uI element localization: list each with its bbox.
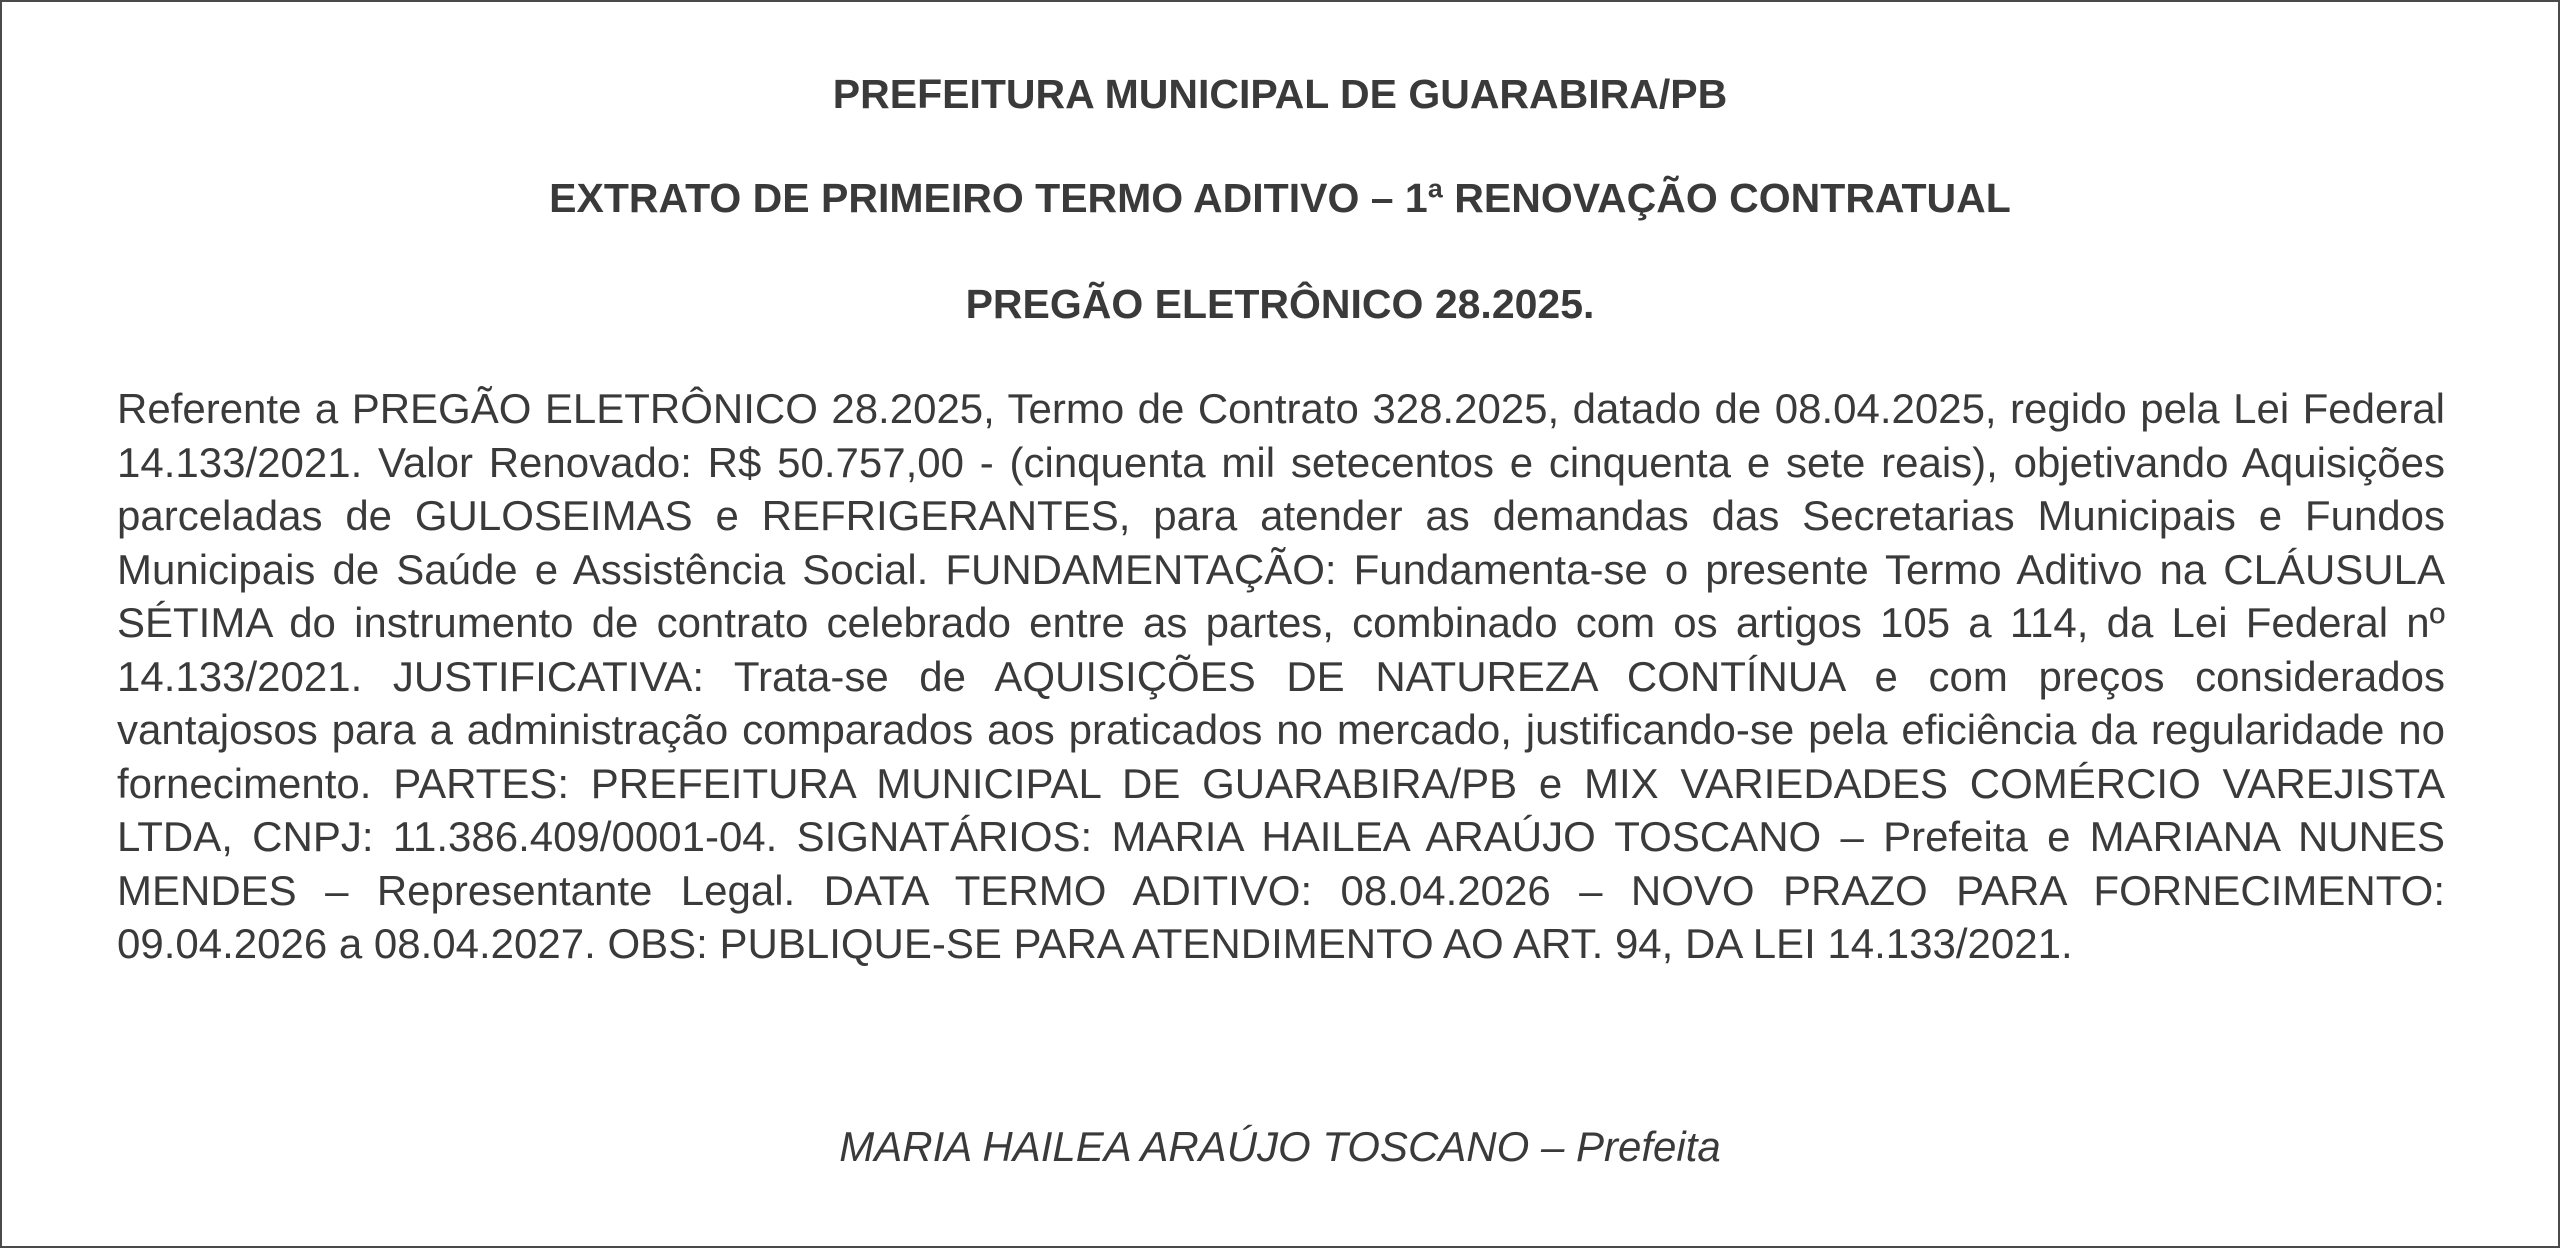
municipality-header: PREFEITURA MUNICIPAL DE GUARABIRA/PB <box>832 71 1728 117</box>
signature-line: MARIA HAILEA ARAÚJO TOSCANO – Prefeita <box>839 1123 1721 1170</box>
document-subtitle: PREGÃO ELETRÔNICO 28.2025. <box>965 281 1595 327</box>
document-body: Referente a PREGÃO ELETRÔNICO 28.2025, Termo de Contrato 328.2025, datado de 08.04.2025, regido pela Lei Federal 14.133/2021. Valor Renovado: R$ 50.757,00 - (cinquenta mil setecentos e cinquenta e sete reais), objetivando Aquisições parceladas de GULOSEIMAS e REFRIGERANTES, para atender as demandas das Secretarias Municipais e Fundos Municipais de Saúde e Assistência Social. FUNDAMENTAÇÃO: Fundamenta-se o presente Termo Aditivo na CLÁUSULA SÉTIMA do instrumento de contrato celebrado entre as partes, combinado com os artigos 105 a 114, da Lei Federal nº 14.133/2021. JUSTIFICATIVA: Trata-se de AQUISIÇÕES DE NATUREZA CONTÍNUA e com preços considerados vantajosos para a administração comparados aos praticados no mercado, justificando-se pela eficiência da regularidade no fornecimento. PARTES: PREFEITURA MUNICIPAL DE GUARABIRA/PB e MIX VARIEDADES COMÉRCIO VAREJISTA LTDA, CNPJ: 11.386.409/0001-04. SIGNATÁRIOS: MARIA HAILEA ARAÚJO TOSCANO – Prefeita e MARIANA NUNES MENDES – Representante Legal. DATA TERMO ADITIVO: 08.04.2026 – NOVO PRAZO PARA FORNECIMENTO: 09.04.2026 a 08.04.2027. OBS: PUBLIQUE-SE PARA ATENDIMENTO AO ART. 94, DA LEI 14.133/2021. <box>117 385 2445 967</box>
document-title: EXTRATO DE PRIMEIRO TERMO ADITIVO – 1ª RENOVAÇÃO CONTRATUAL <box>549 175 2011 221</box>
